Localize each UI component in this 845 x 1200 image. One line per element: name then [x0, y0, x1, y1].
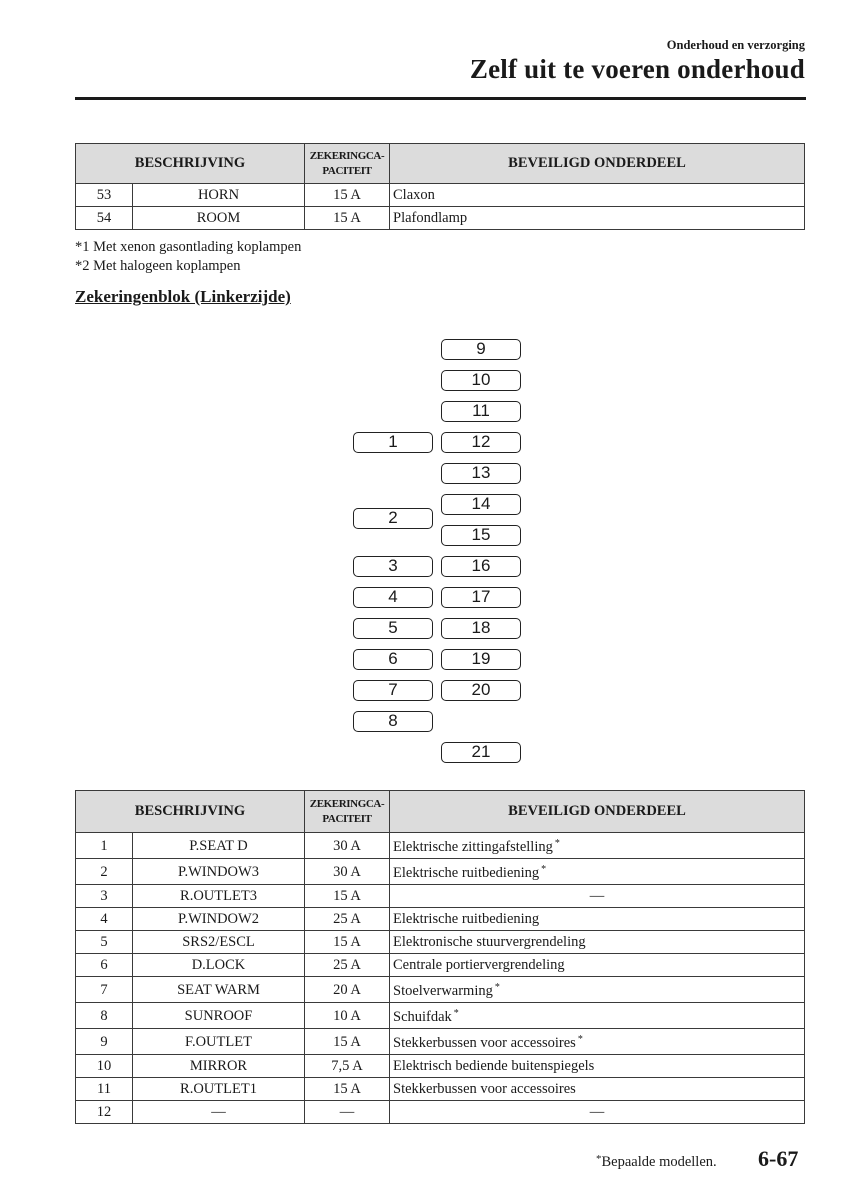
fuse-capacity-cell	[305, 1029, 390, 1055]
fuse-description-cell	[133, 1101, 305, 1124]
footnote-1: *1 Met xenon gasontlading koplampen	[75, 239, 302, 255]
protected-part-cell-text: Schuifdak	[393, 1009, 452, 1025]
fuse-capacity-cell	[305, 207, 390, 230]
fuse-table-bottom	[75, 790, 805, 1124]
table-row	[76, 184, 805, 207]
fuse-number-cell-text: 10	[96, 1058, 112, 1074]
fuse-capacity-cell-text: 15 A	[333, 210, 361, 226]
fuse-capacity-cell-text: 25 A	[333, 957, 361, 973]
protected-part-cell	[390, 1003, 805, 1029]
protected-part-cell-text: Elektrische ruitbediening	[393, 865, 540, 881]
fuse-description-cell	[133, 207, 305, 230]
fuse-number-cell-text: 2	[100, 863, 108, 880]
fuse-description-cell	[133, 1055, 305, 1078]
title-rule	[75, 97, 806, 100]
fuse-capacity-cell	[305, 1101, 390, 1124]
protected-part-cell-text: Plafondlamp	[393, 210, 468, 226]
header-capacity	[305, 144, 390, 184]
footer-note	[596, 1153, 717, 1171]
fuse-slot-12: 12	[441, 432, 521, 453]
header-capacity-line1: ZEKERINGCA-	[309, 797, 385, 810]
fuse-number-cell	[76, 885, 133, 908]
fuse-description-cell-text: HORN	[197, 187, 240, 203]
fuse-number-cell-text: 53	[96, 187, 112, 203]
fuse-description-cell	[133, 859, 305, 885]
fuse-description-cell	[133, 1078, 305, 1101]
fuse-number-cell	[76, 1003, 133, 1029]
fuse-capacity-cell-text: 15 A	[333, 1033, 361, 1050]
section-subheading: Zekeringenblok (Linkerzijde)	[75, 287, 291, 306]
fuse-description-cell-text: SEAT WARM	[177, 981, 260, 998]
footnote-star: *	[453, 1008, 459, 1019]
page-number: 6-67	[758, 1146, 799, 1171]
protected-part-cell	[390, 954, 805, 977]
table-row	[76, 207, 805, 230]
fuse-capacity-cell-text: 15 A	[333, 934, 361, 950]
fuse-capacity-cell-text: 10 A	[333, 1007, 361, 1024]
protected-part-cell	[390, 859, 805, 885]
fuse-number-cell	[76, 1101, 133, 1124]
header-description: BESCHRIJVING	[76, 791, 305, 833]
protected-part-cell	[390, 1029, 805, 1055]
footer-note-text: Bepaalde modellen.	[601, 1154, 717, 1170]
protected-part-cell	[390, 207, 805, 230]
protected-part-cell	[390, 931, 805, 954]
header-capacity	[305, 791, 390, 833]
fuse-slot-9: 9	[441, 339, 521, 360]
section-label: Onderhoud en verzorging	[666, 38, 805, 52]
header-protected-part: BEVEILIGD ONDERDEEL	[390, 791, 805, 833]
fuse-number-cell-text: 3	[100, 888, 108, 904]
fuse-capacity-cell-text: 15 A	[333, 1081, 361, 1097]
fuse-number-cell-text: 6	[100, 957, 108, 973]
protected-part-cell	[390, 977, 805, 1003]
fuse-capacity-cell-text: 15 A	[333, 888, 361, 904]
fuse-capacity-cell-text: 20 A	[333, 981, 361, 998]
fuse-slot-21: 21	[441, 742, 521, 763]
protected-part-cell-text: Centrale portiervergrendeling	[393, 957, 565, 973]
footnote-star: *	[554, 838, 560, 849]
fuse-description-cell	[133, 1003, 305, 1029]
fuse-number-cell	[76, 207, 133, 230]
footnote-star: *	[541, 864, 547, 875]
fuse-capacity-cell-text: —	[339, 1104, 355, 1120]
header-capacity-line1: ZEKERINGCA-	[309, 149, 385, 162]
fuse-description-cell	[133, 184, 305, 207]
fuse-slot-15: 15	[441, 525, 521, 546]
protected-part-cell-text: Elektrisch bediende buitenspiegels	[393, 1058, 595, 1074]
protected-part-cell	[390, 184, 805, 207]
fuse-capacity-cell	[305, 1078, 390, 1101]
protected-part-cell	[390, 885, 805, 908]
footnote-star: *	[494, 982, 500, 993]
protected-part-cell-text: Stoelverwarming	[393, 983, 493, 999]
fuse-slot-10: 10	[441, 370, 521, 391]
table-row	[76, 1029, 805, 1055]
fuse-capacity-cell	[305, 885, 390, 908]
fuse-number-cell	[76, 1078, 133, 1101]
table-row	[76, 1101, 805, 1124]
protected-part-cell-text: Elektrische ruitbediening	[393, 911, 540, 927]
protected-part-cell-text: Stekkerbussen voor accessoires	[393, 1081, 576, 1097]
fuse-slot-17: 17	[441, 587, 521, 608]
table-row	[76, 859, 805, 885]
protected-part-cell-text: Elektronische stuurvergrendeling	[393, 934, 586, 950]
fuse-number-cell-text: 7	[100, 981, 108, 998]
fuse-slot-5: 5	[353, 618, 433, 639]
protected-part-cell	[390, 1101, 805, 1124]
fuse-capacity-cell-text: 15 A	[333, 187, 361, 203]
table-row	[76, 977, 805, 1003]
fuse-capacity-cell	[305, 184, 390, 207]
fuse-slot-11: 11	[441, 401, 521, 422]
fuse-description-cell-text: P.WINDOW2	[178, 911, 259, 927]
fuse-description-cell-text: MIRROR	[189, 1058, 248, 1074]
table-row	[76, 833, 805, 859]
fuse-number-cell	[76, 931, 133, 954]
table-row	[76, 1055, 805, 1078]
protected-part-cell	[390, 1055, 805, 1078]
fuse-description-cell-text: P.SEAT D	[189, 837, 248, 854]
fuse-description-cell-text: D.LOCK	[191, 957, 246, 973]
fuse-slot-8: 8	[353, 711, 433, 732]
fuse-slot-20: 20	[441, 680, 521, 701]
page-title: Zelf uit te voeren onderhoud	[469, 54, 805, 84]
fuse-description-cell-text: F.OUTLET	[185, 1033, 252, 1050]
protected-part-cell	[390, 1078, 805, 1101]
fuse-capacity-cell-text: 25 A	[333, 911, 361, 927]
fuse-number-cell-text: 12	[96, 1104, 112, 1120]
fuse-slot-19: 19	[441, 649, 521, 670]
protected-part-cell-text: Stekkerbussen voor accessoires	[393, 1035, 576, 1051]
table-header-row	[76, 791, 805, 833]
fuse-slot-13: 13	[441, 463, 521, 484]
fuse-number-cell	[76, 954, 133, 977]
header-capacity-line2: PACITEIT	[322, 164, 372, 177]
fuse-capacity-cell	[305, 1003, 390, 1029]
fuse-capacity-cell	[305, 931, 390, 954]
fuse-number-cell-text: 54	[96, 210, 112, 226]
fuse-slot-6: 6	[353, 649, 433, 670]
fuse-slot-16: 16	[441, 556, 521, 577]
fuse-number-cell	[76, 1055, 133, 1078]
fuse-slot-3: 3	[353, 556, 433, 577]
table-body	[76, 184, 805, 230]
fuse-capacity-cell-text: 30 A	[333, 837, 361, 854]
fuse-number-cell-text: 11	[97, 1081, 111, 1097]
fuse-number-cell	[76, 1029, 133, 1055]
fuse-number-cell-text: 4	[100, 911, 108, 927]
fuse-description-cell-text: —	[211, 1104, 226, 1120]
table-row	[76, 1078, 805, 1101]
fuse-slot-2: 2	[353, 508, 433, 529]
fuse-number-cell	[76, 977, 133, 1003]
fuse-description-cell	[133, 833, 305, 859]
fuse-number-cell	[76, 184, 133, 207]
protected-part-cell-text: —	[589, 1104, 605, 1120]
protected-part-cell	[390, 833, 805, 859]
fuse-number-cell-text: 8	[100, 1007, 108, 1024]
fuse-capacity-cell	[305, 954, 390, 977]
fuse-capacity-cell	[305, 833, 390, 859]
table-row	[76, 954, 805, 977]
fuse-description-cell-text: ROOM	[196, 210, 241, 226]
fuse-description-cell	[133, 931, 305, 954]
fuse-capacity-cell-text: 30 A	[333, 863, 361, 880]
table-row	[76, 885, 805, 908]
fuse-description-cell	[133, 977, 305, 1003]
fuse-number-cell-text: 9	[100, 1033, 108, 1050]
fuse-number-cell	[76, 908, 133, 931]
table-row	[76, 1003, 805, 1029]
fuse-slot-18: 18	[441, 618, 521, 639]
protected-part-cell-text: Elektrische zittingafstelling	[393, 839, 553, 855]
fuse-capacity-cell	[305, 977, 390, 1003]
fuse-slot-1: 1	[353, 432, 433, 453]
table-header-row	[76, 144, 805, 184]
header-description: BESCHRIJVING	[76, 144, 305, 184]
fuse-description-cell-text: R.OUTLET3	[180, 888, 257, 904]
fuse-description-cell	[133, 954, 305, 977]
fuse-slot-7: 7	[353, 680, 433, 701]
fuse-description-cell-text: SUNROOF	[184, 1007, 253, 1024]
fuse-description-cell-text: R.OUTLET1	[180, 1081, 257, 1097]
fuse-number-cell	[76, 859, 133, 885]
fuse-description-cell	[133, 908, 305, 931]
table-row	[76, 931, 805, 954]
footnote-star: *	[577, 1034, 583, 1045]
footnotes	[75, 238, 301, 276]
fuse-description-cell	[133, 1029, 305, 1055]
footnote-2: *2 Met halogeen koplampen	[75, 258, 241, 274]
fuse-table-top	[75, 143, 805, 230]
fuse-capacity-cell-text: 7,5 A	[331, 1058, 363, 1074]
table-row	[76, 908, 805, 931]
fuse-number-cell	[76, 833, 133, 859]
protected-part-cell	[390, 908, 805, 931]
fuse-slot-14: 14	[441, 494, 521, 515]
header-capacity-line2: PACITEIT	[322, 812, 372, 825]
fuse-number-cell-text: 5	[100, 934, 108, 950]
fuse-description-cell	[133, 885, 305, 908]
footer-star: *	[596, 1153, 602, 1165]
fuse-capacity-cell	[305, 859, 390, 885]
fuse-slot-4: 4	[353, 587, 433, 608]
protected-part-cell-text: —	[589, 888, 605, 904]
header-protected-part: BEVEILIGD ONDERDEEL	[390, 144, 805, 184]
table-body	[76, 833, 805, 1124]
fuse-description-cell-text: P.WINDOW3	[178, 863, 259, 880]
fuse-capacity-cell	[305, 908, 390, 931]
fuse-capacity-cell	[305, 1055, 390, 1078]
protected-part-cell-text: Claxon	[393, 187, 435, 203]
fuse-number-cell-text: 1	[100, 837, 108, 854]
fuse-description-cell-text: SRS2/ESCL	[182, 934, 255, 950]
